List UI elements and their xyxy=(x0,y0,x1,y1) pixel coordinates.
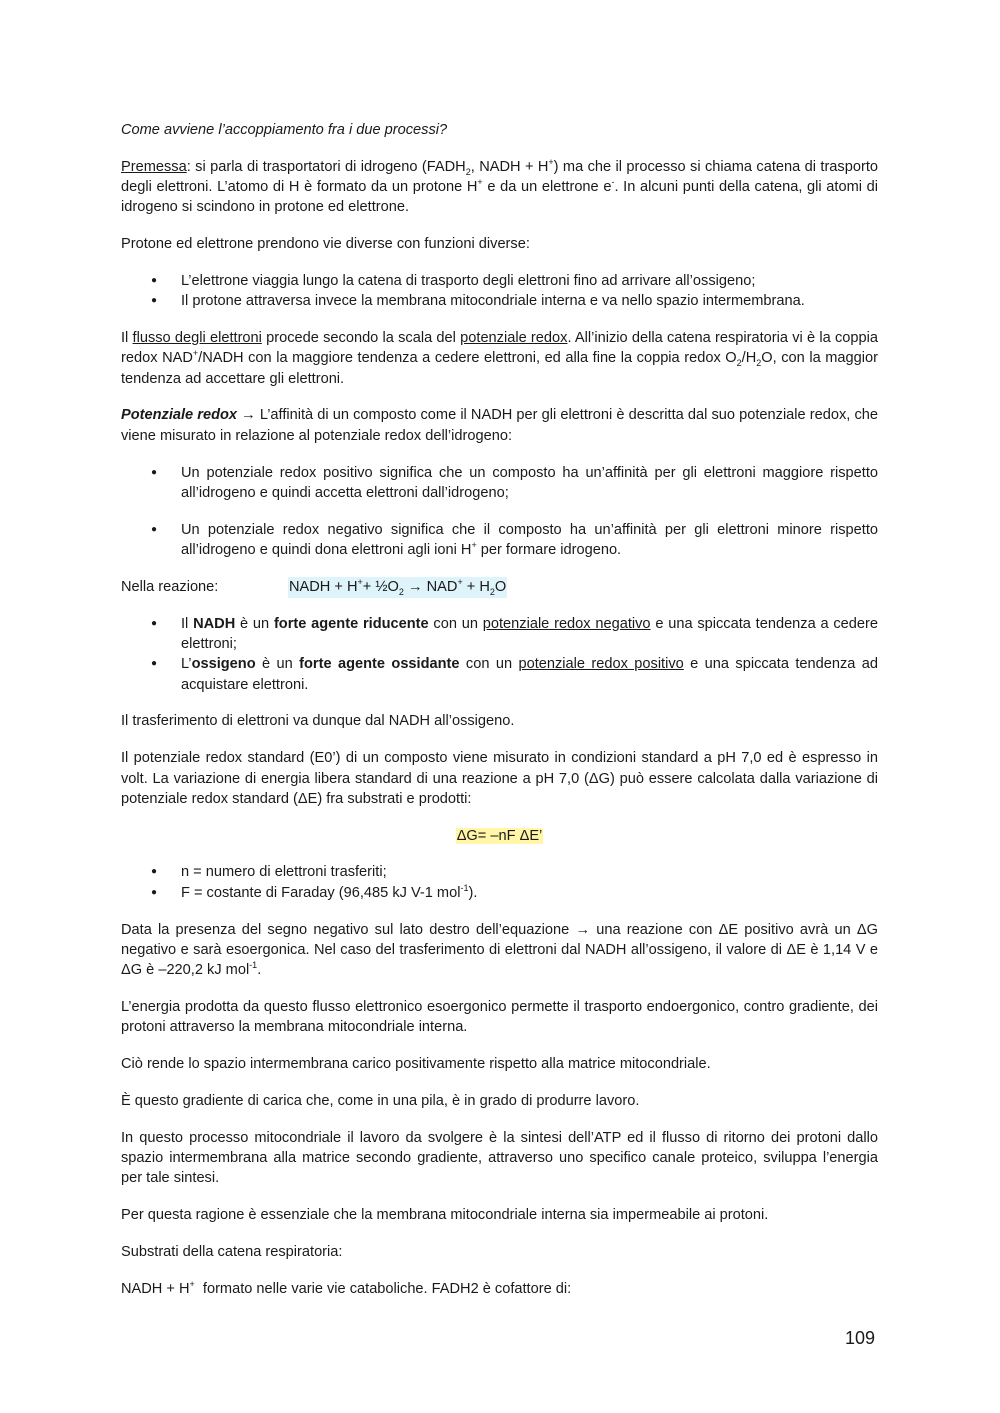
protone-intro: Protone ed elettrone prendono vie diverse con funzioni diverse: xyxy=(121,236,530,253)
impermeabile-paragraph: Per questa ragione è essenziale che la membrana mitocondriale interna sia impermeabile ai protoni. xyxy=(121,1206,769,1223)
potenziale-paragraph: Potenziale redox → L’affinità di un composto come il NADH per gli elettroni è descritta dal suo potenziale redox, che viene misurato in relazione al potenziale redox dell’idrogeno: xyxy=(121,407,878,444)
premessa-label: Premessa xyxy=(121,158,187,175)
electron-proton-list xyxy=(121,271,878,312)
agent-list xyxy=(121,614,878,695)
formula-row xyxy=(121,826,878,846)
list-item: ● L’ossigeno è un forte agente ossidante con un potenziale redox positivo e una spiccata tendenza ad acquistare elettroni. xyxy=(121,654,878,695)
list-item: ● Il NADH è un forte agente riducente con un potenziale redox negativo e una spiccata tendenza a cedere elettroni; xyxy=(121,614,878,655)
lavoro-paragraph: In questo processo mitocondriale il lavoro da svolgere è la sintesi dell’ATP ed il flusso di ritorno dei protoni dallo spazio intermembrana alla matrice secondo gradiente, attraverso uno specifico canale proteico, sviluppa l’energia per tale sintesi. xyxy=(121,1129,878,1187)
page-number: 109 xyxy=(845,1328,876,1348)
list-item: ● Un potenziale redox negativo significa che il composto ha un’affinità per gli elettroni minore rispetto all’idrogeno e quindi dona elettroni agli ioni H+ per formare idrogeno. xyxy=(121,520,878,561)
question-heading: Come avviene l’accoppiamento fra i due processi? xyxy=(121,122,448,138)
flusso-paragraph: Il flusso degli elettroni procede secondo la scala del potenziale redox. All’inizio della catena respiratoria vi è la coppia redox NAD+/NADH con la maggiore tendenza a cedere elettroni, ed alla fine la coppia redox $O_2/H_2O$, con la maggior tendenza ad accettare gli elettroni. xyxy=(121,330,878,387)
gibbs-formula: ΔG= –nF ΔE’ xyxy=(456,827,543,844)
carico-paragraph: Ciò rende lo spazio intermembrana carico positivamente rispetto alla matrice mitocondriale. xyxy=(121,1056,711,1072)
pila-paragraph: È questo gradiente di carica che, come in una pila, è in grado di produrre lavoro. xyxy=(121,1092,640,1109)
segno-paragraph: Data la presenza del segno negativo sul lato destro dell’equazione → una reazione con ΔE positivo avrà un ΔG negativo e sarà esoergonica. Nel caso del trasferimento di elettroni dal NADH all’ossigeno, il valore di ΔE è 1,14 V e ΔG è –220,2 kJ mol$^{-1}$. xyxy=(121,921,878,979)
list-item: ● Il protone attraversa invece la membrana mitocondriale interna e va nello spazio intermembrana. xyxy=(121,291,878,311)
list-item: ● L’elettrone viaggia lungo la catena di trasporto degli elettroni fino ad arrivare all’ossigeno; xyxy=(121,271,878,291)
standard-paragraph: Il potenziale redox standard (E0’) di un composto viene misurato in condizioni standard a pH 7,0 ed è espresso in volt. La variazione di energia libera standard di una reazione a pH 7,0 (ΔG) può essere calcolata dalla variazione di potenziale redox standard (ΔE) fra substrati e prodotti: xyxy=(121,750,878,807)
nadh-paragraph: NADH + H+ formato nelle varie vie cataboliche. FADH2 è cofattore di: xyxy=(121,1278,572,1297)
premessa-paragraph: Premessa: si parla di trasportatori di idrogeno ($FADH_2$, NADH + H+) ma che il processo si chiama catena di trasporto degli elettroni. L’atomo di H è formato da un protone H+ e da un elettrone e-. In alcuni punti della catena, gli atomi di idrogeno si scindono in protone ed elettrone. xyxy=(121,156,878,216)
energia-paragraph: L’energia prodotta da questo flusso elettronico esoergonico permette il trasporto endoergonico, contro gradiente, dei protoni attraverso la membrana mitocondriale interna. xyxy=(121,998,878,1036)
reaction-row xyxy=(121,577,878,597)
substrati-paragraph: Substrati della catena respiratoria: xyxy=(121,1243,343,1260)
list-item: ● F = costante di Faraday (96,485 kJ V-1 mol$^{-1}$). xyxy=(121,883,878,903)
reaction-label: Nella reazione: xyxy=(121,579,219,596)
reaction-equation: NADH + $H^++ \frac{1}{2}O_2 \to NAD^+ + H_2O$ xyxy=(289,577,507,598)
trasferimento-paragraph: Il trasferimento di elettroni va dunque dal NADH all’ossigeno. xyxy=(121,713,515,730)
list-item: ● Un potenziale redox positivo significa che un composto ha un’affinità per gli elettroni maggiore rispetto all’idrogeno e quindi accetta elettroni dall’idrogeno; xyxy=(121,463,878,504)
list-item: ● n = numero di elettroni trasferiti; xyxy=(121,862,878,882)
potenziale-term: Potenziale redox xyxy=(121,407,238,424)
redox-list xyxy=(121,463,878,561)
formula-terms-list xyxy=(121,862,878,903)
document-page xyxy=(121,120,878,1315)
